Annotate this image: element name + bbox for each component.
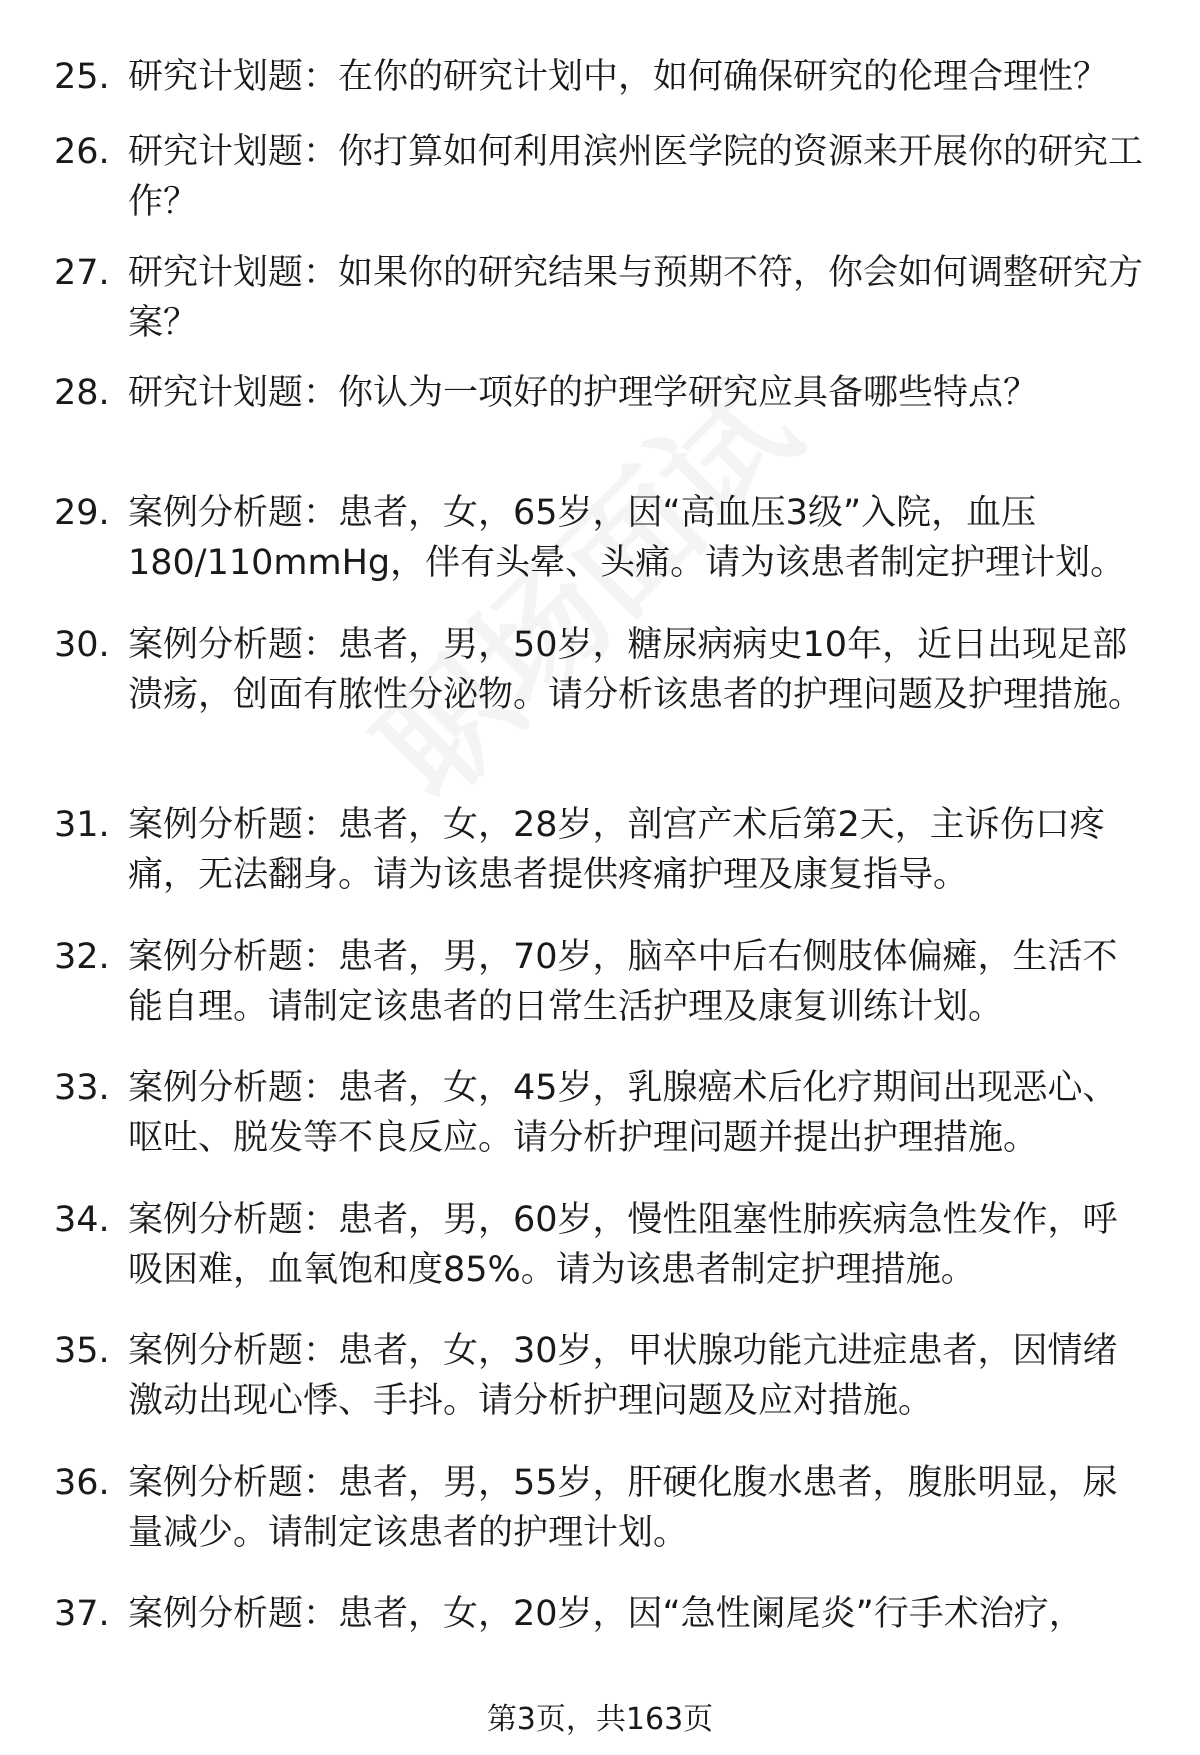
question-text: 案例分析题：患者，女，28岁，剖宫产术后第2天，主诉伤口疼痛，无法翻身。请为该患者提供疼痛护理及康复指导。 xyxy=(128,805,1105,895)
question-text: 研究计划题：如果你的研究结果与预期不符，你会如何调整研究方案？ xyxy=(128,253,1144,343)
question-item xyxy=(0,1589,1200,1639)
question-text: 案例分析题：患者，男，50岁，糖尿病病史10年，近日出现足部溃疡，创面有脓性分泌物。请分析该患者的护理问题及护理措施。 xyxy=(128,625,1144,715)
question-number: 29. xyxy=(54,493,110,533)
question-number: 34. xyxy=(54,1200,110,1240)
question-text: 案例分析题：患者，女，30岁，甲状腺功能亢进症患者，因情绪激动出现心悸、手抖。请分析护理问题及应对措施。 xyxy=(128,1331,1118,1421)
question-number: 32. xyxy=(54,937,110,977)
question-item xyxy=(0,1063,1200,1163)
question-item xyxy=(0,488,1200,588)
question-number: 35. xyxy=(54,1331,110,1371)
question-item xyxy=(0,368,1200,418)
question-item xyxy=(0,127,1200,227)
question-item xyxy=(0,1326,1200,1426)
question-text: 案例分析题：患者，男，70岁，脑卒中后右侧肢体偏瘫，生活不能自理。请制定该患者的日常生活护理及康复训练计划。 xyxy=(128,937,1118,1027)
question-number: 25. xyxy=(54,57,110,97)
question-text: 案例分析题：患者，女，45岁，乳腺癌术后化疗期间出现恶心、呕吐、脱发等不良反应。请分析护理问题并提出护理措施。 xyxy=(128,1068,1118,1158)
question-text: 案例分析题：患者，男，55岁，肝硬化腹水患者，腹胀明显，尿量减少。请制定该患者的护理计划。 xyxy=(128,1463,1118,1553)
question-number: 31. xyxy=(54,805,110,845)
question-text: 研究计划题：在你的研究计划中，如何确保研究的伦理合理性？ xyxy=(128,57,1109,97)
question-text: 案例分析题：患者，男，60岁，慢性阻塞性肺疾病急性发作，呼吸困难，血氧饱和度85%。请为该患者制定护理措施。 xyxy=(128,1200,1118,1290)
question-number: 28. xyxy=(54,373,110,413)
question-item xyxy=(0,800,1200,900)
page-number-footer: 第3页，共163页 xyxy=(486,1702,714,1737)
question-number: 33. xyxy=(54,1068,110,1108)
question-number: 26. xyxy=(54,132,110,172)
question-number: 27. xyxy=(54,253,110,293)
question-item xyxy=(0,620,1200,720)
question-item xyxy=(0,52,1200,102)
question-item xyxy=(0,932,1200,1032)
question-number: 36. xyxy=(54,1463,110,1503)
question-number: 30. xyxy=(54,625,110,665)
question-text: 案例分析题：患者，女，20岁，因“急性阑尾炎”行手术治疗， xyxy=(128,1594,1084,1634)
question-item xyxy=(0,1195,1200,1295)
question-item xyxy=(0,1458,1200,1558)
question-text: 案例分析题：患者，女，65岁，因“高血压3级”入院，血压180/110mmHg，伴有头晕、头痛。请为该患者制定护理计划。 xyxy=(128,493,1126,583)
question-number: 37. xyxy=(54,1594,110,1634)
question-text: 研究计划题：你认为一项好的护理学研究应具备哪些特点？ xyxy=(128,373,1039,413)
question-item xyxy=(0,248,1200,348)
question-text: 研究计划题：你打算如何利用滨州医学院的资源来开展你的研究工作？ xyxy=(128,132,1144,222)
